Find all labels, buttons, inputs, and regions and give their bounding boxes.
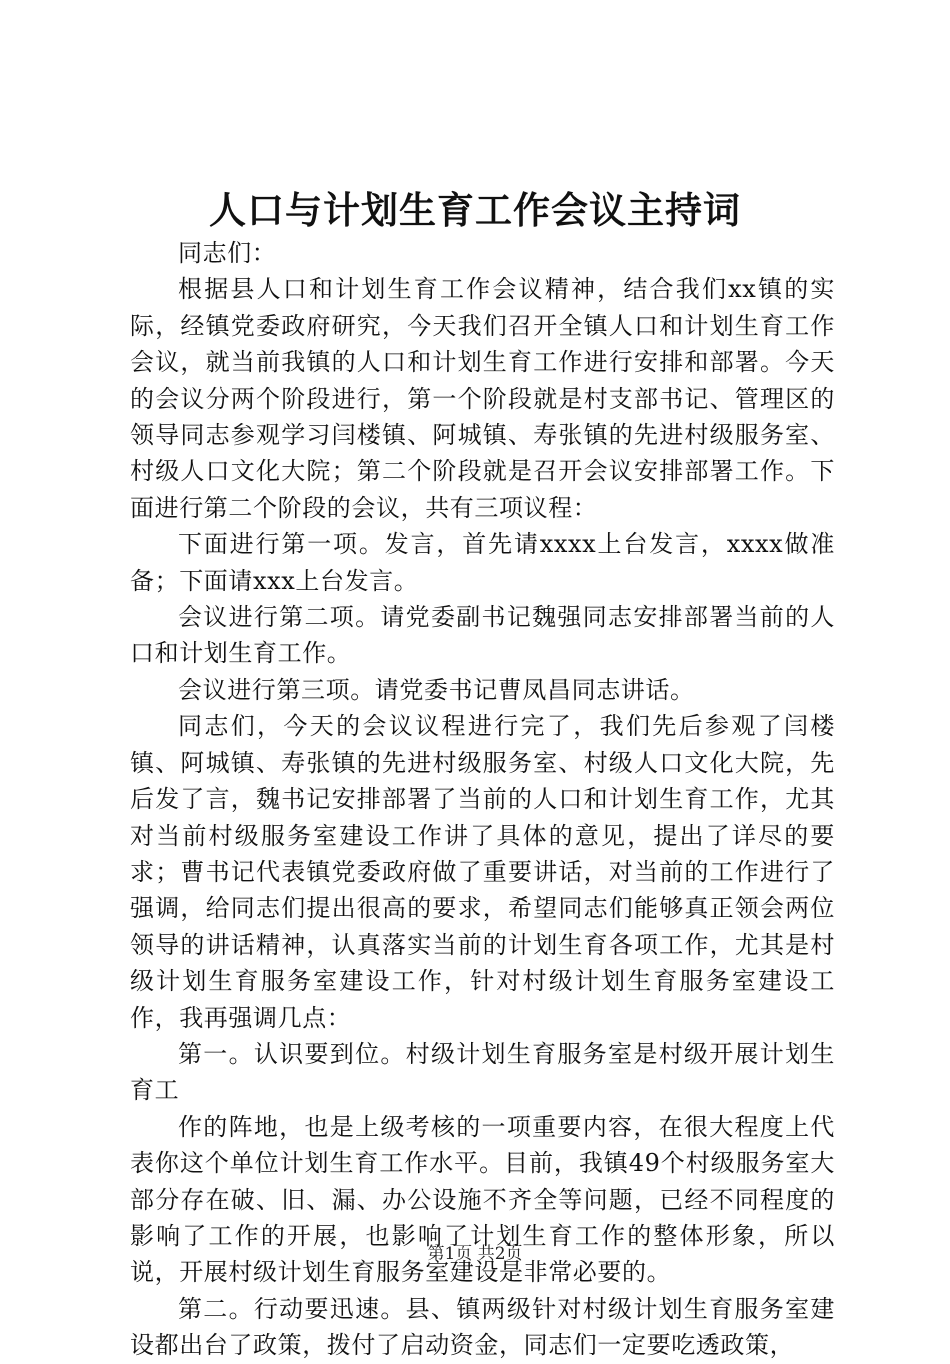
page-footer: 第1页 共2页: [427, 1244, 523, 1264]
point-1-heading-paragraph: 第一。认识要到位。村级计划生育服务室是村级开展计划生育工: [130, 1039, 835, 1105]
agenda-item-3-paragraph: 会议进行第三项。请党委书记曹凤昌同志讲话。: [178, 675, 695, 704]
point-1-body-paragraph: 作的阵地，也是上级考核的一项重要内容，在很大程度上代表你这个单位计划生育工作水平。目前，我镇49个村级服务室大部分存在破、旧、漏、办公设施不齐全等问题，已经不同程度的影响了工作的开展，也影响了计划生育工作的整体形象，所以说，开展村级计划生育服务室建设是非常必要的。: [130, 1112, 835, 1287]
agenda-item-1-paragraph: 下面进行第一项。发言，首先请xxxx上台发言，xxxx做准备；下面请xxx上台发言。: [130, 530, 835, 595]
intro-paragraph: 根据县人口和计划生育工作会议精神，结合我们xx镇的实际，经镇党委政府研究，今天我们召开全镇人口和计划生育工作会议，就当前我镇的人口和计划生育工作进行安排和部署。今天的会议分两个阶段进行，第一个阶段就是村支部书记、管理区的领导同志参观学习闫楼镇、阿城镇、寿张镇的先进村级服务室、村级人口文化大院；第二个阶段就是召开会议安排部署工作。下面进行第二个阶段的会议，共有三项议程：: [130, 275, 835, 522]
summary-paragraph: 同志们，今天的会议议程进行完了，我们先后参观了闫楼镇、阿城镇、寿张镇的先进村级服务室、村级人口文化大院，先后发了言，魏书记安排部署了当前的人口和计划生育工作，尤其对当前村级服务室建设工作讲了具体的意见，提出了详尽的要求；曹书记代表镇党委政府做了重要讲话，对当前的工作进行了强调，给同志们提出很高的要求，希望同志们能够真正领会两位领导的讲话精神，认真落实当前的计划生育各项工作，尤其是村级计划生育服务室建设工作，针对村级计划生育服务室建设工作，我再强调几点：: [130, 712, 835, 1032]
agenda-item-2-paragraph: 会议进行第二项。请党委副书记魏强同志安排部署当前的人口和计划生育工作。: [130, 603, 835, 668]
document-body: [130, 235, 835, 1364]
point-2-paragraph: 第二。行动要迅速。县、镇两级针对村级计划生育服务室建设都出台了政策，拨付了启动资金，同志们一定要吃透政策，: [130, 1294, 835, 1360]
greeting-paragraph: 同志们：: [178, 239, 277, 267]
document-title: 人口与计划生育工作会议主持词: [209, 188, 741, 232]
